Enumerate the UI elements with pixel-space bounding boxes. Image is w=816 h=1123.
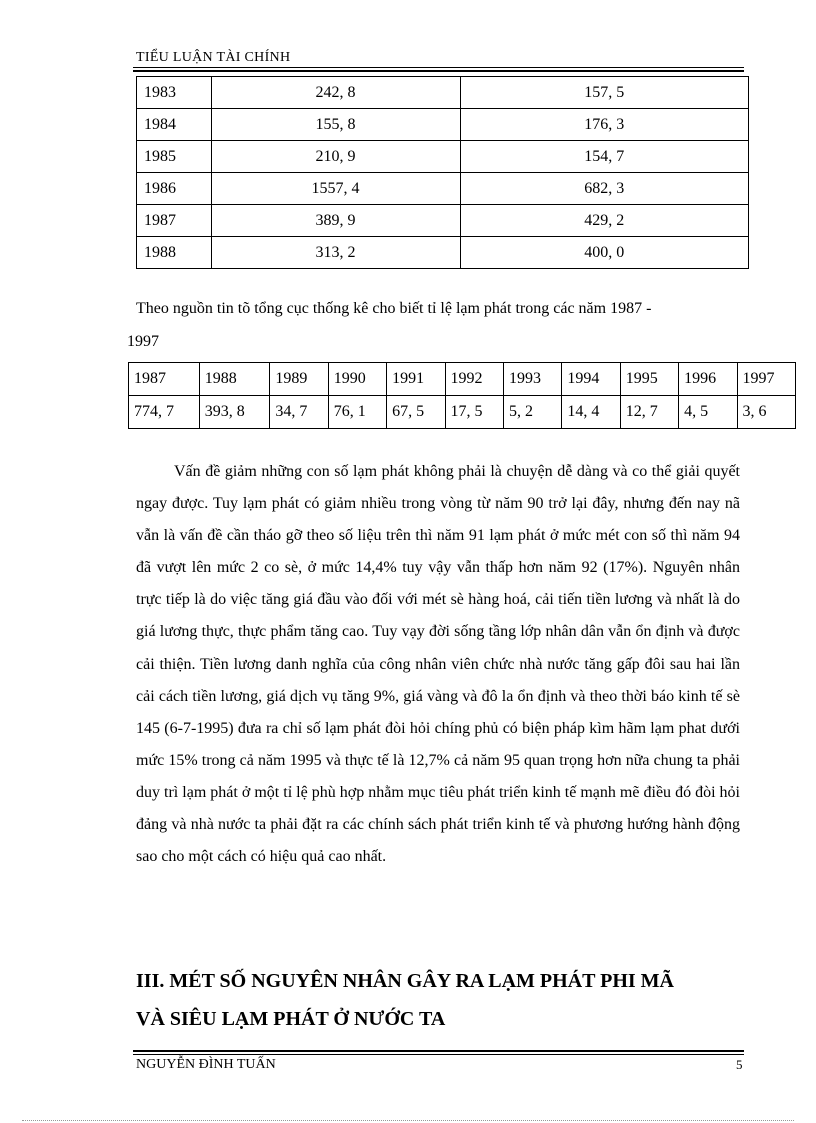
value-cell: 12, 7	[620, 396, 678, 429]
page-number: 5	[736, 1057, 743, 1072]
header-title: TIỂU LUẬN TÀI CHÍNH	[136, 50, 291, 65]
year-cell: 1989	[270, 363, 328, 396]
value-cell: 5, 2	[503, 396, 561, 429]
body-paragraph: Vấn đề giảm những con số lạm phát không phải là chuyện dễ dàng và co thể giải quyết ngay được. Tuy lạm phát có giảm nhiều trong vòng từ năm 90 trở lại đây, nhưng đến nay nã vẫn là vấn đề cần tháo gỡ theo số liệu trên thì năm 91 lạm phát ở mức mét con số thì năm 94 đã vượt lên mức 2 co sè, ở mức 14,4% tuy vậy vẫn thấp hơn năm 92 (17%). Nguyên nhân trực tiếp là do việc tăng giá đầu vào đối với mét sè hàng hoá, cải tiến tiền lương và nhất là do giá lương thực, thực phẩm tăng cao. Tuy vạy đời sống tầng lớp nhân dân vẫn ổn định và được cải thiện. Tiền lương danh nghĩa của công nhân viên chức nhà nước tăng gấp đôi sau hai lần cải cách tiền lương, giá dịch vụ tăng 9%, giá vàng và đô la ổn định và theo thời báo kinh tế sè 145 (6-7-1995) đưa ra chỉ số lạm phát đòi hỏi chíng phủ có biện pháp kìm hãm lạm phat dưới mức 15% trong cả năm 1995 và thực tế là 12,7% cả năm 95 quan trọng hơn nữa chung ta phải duy trì lạm phát ở một tỉ lệ phù hợp nhằm mục tiêu phát triển kinh tế mạnh mẽ điều đó đòi hỏi đảng và nhà nước ta phải đặt ra các chính sách phát triển kinh tế và phương hướng hành động sao cho một cách có hiệu quả cao nhất.	[136, 463, 740, 866]
value-cell: 774, 7	[129, 396, 200, 429]
footer-author: NGUYỄN ĐÌNH TUẤN	[136, 1057, 276, 1072]
year-cell: 1988	[199, 363, 270, 396]
table-cell: 157, 5	[460, 77, 748, 109]
table-row	[137, 205, 749, 237]
table-cell: 1985	[137, 141, 212, 173]
value-cell: 76, 1	[328, 396, 386, 429]
table-cell: 429, 2	[460, 205, 748, 237]
value-cell: 34, 7	[270, 396, 328, 429]
section-heading-line-1: III. MÉT SỐ NGUYÊN NHÂN GÂY RA LẠM PHÁT PHI MÃ	[136, 970, 674, 992]
value-cell: 14, 4	[562, 396, 620, 429]
value-cell: 3, 6	[737, 396, 796, 429]
table-cell: 313, 2	[211, 237, 460, 269]
header-rule-thick	[133, 70, 744, 72]
table-cell: 1983	[137, 77, 212, 109]
year-cell: 1996	[679, 363, 737, 396]
year-cell: 1991	[387, 363, 445, 396]
footer-rule-thick	[133, 1050, 744, 1052]
section-heading-line-2: VÀ SIÊU LẠM PHÁT Ở NƯỚC TA	[136, 1008, 446, 1030]
table-cell: 1557, 4	[211, 173, 460, 205]
years-row	[129, 363, 796, 396]
inflation-table-1987-1997	[128, 362, 796, 429]
footer-rule	[133, 1054, 744, 1055]
intro-line-1: Theo nguồn tin tõ tổng cục thống kê cho biết tỉ lệ lạm phát trong các năm 1987 -	[136, 300, 652, 317]
table-row	[137, 173, 749, 205]
table-cell: 389, 9	[211, 205, 460, 237]
table-cell: 210, 9	[211, 141, 460, 173]
table-row	[137, 77, 749, 109]
value-cell: 4, 5	[679, 396, 737, 429]
table-cell: 1987	[137, 205, 212, 237]
year-cell: 1993	[503, 363, 561, 396]
page-edge	[22, 1120, 794, 1121]
table-cell: 176, 3	[460, 109, 748, 141]
table-cell: 242, 8	[211, 77, 460, 109]
table-cell: 1986	[137, 173, 212, 205]
value-cell: 393, 8	[199, 396, 270, 429]
values-row	[129, 396, 796, 429]
inflation-table-1983-1988	[136, 76, 749, 269]
year-cell: 1997	[737, 363, 796, 396]
table-row	[137, 237, 749, 269]
year-cell: 1990	[328, 363, 386, 396]
intro-line-2: 1997	[127, 333, 159, 350]
year-cell: 1995	[620, 363, 678, 396]
table-cell: 154, 7	[460, 141, 748, 173]
table-cell: 1984	[137, 109, 212, 141]
table-cell: 155, 8	[211, 109, 460, 141]
year-cell: 1992	[445, 363, 503, 396]
year-cell: 1994	[562, 363, 620, 396]
table-cell: 400, 0	[460, 237, 748, 269]
table-cell: 1988	[137, 237, 212, 269]
value-cell: 17, 5	[445, 396, 503, 429]
table-row	[137, 109, 749, 141]
value-cell: 67, 5	[387, 396, 445, 429]
year-cell: 1987	[129, 363, 200, 396]
table-row	[137, 141, 749, 173]
header-rule	[133, 67, 744, 68]
table-cell: 682, 3	[460, 173, 748, 205]
